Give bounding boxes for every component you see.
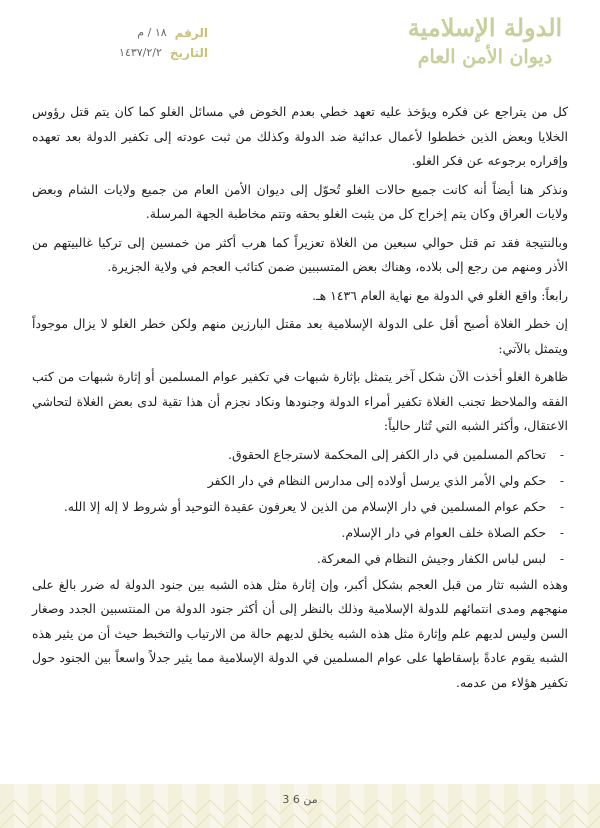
logo-line-office: ديوان الأمن العام	[417, 46, 553, 68]
footer-ornament	[0, 784, 600, 828]
page-number: 3 من 6	[282, 793, 318, 806]
paragraph-1: كل من يتراجع عن فكره ويؤخذ عليه تعهد خطي بعدم الخوض في مسائل الغلو كما كان يتم قتل رؤوس الخلايا وبعض الذين خططوا لأعمال عدائية ضد الدولة وكذلك من ثبت عودته إلى تكفير الدولة بعد تعهده وإقراره برجوعه عن فكر الغلو.	[32, 104, 568, 168]
paragraph-3: وبالنتيجة فقد تم قتل حوالي سبعين من الغلاة تعزيراً كما هرب أكثر من خمسين إلى تركيا غالبيتهم من الأذر ومنهم من رجع إلى بلاده، وهناك بعض المتسببين ضمن كتائب العجم في ولاية الجزيرة.	[32, 234, 568, 274]
date-value: ١٤٣٧/٢/٢	[119, 46, 162, 59]
reference-block	[78, 26, 208, 66]
section-heading: رابعاً: واقع الغلو في الدولة مع نهاية العام ١٤٣٦ هـ.	[312, 287, 568, 303]
logo-line-state: الدولة الإسلامية	[407, 13, 563, 42]
list-item: - حكم الصلاة خلف العوام في دار الإسلام.	[32, 521, 550, 545]
list-item: - تحاكم المسلمين في دار الكفر إلى المحكمة لاسترجاع الحقوق.	[32, 443, 550, 467]
ornament-pattern	[0, 784, 600, 828]
bullet-list	[32, 443, 568, 571]
number-value: ١٨ / م	[137, 26, 167, 39]
calligraphy-logo	[405, 12, 565, 82]
document-body	[32, 100, 568, 699]
date-label: التاريخ	[169, 46, 208, 60]
letterhead	[0, 0, 600, 95]
number-row	[78, 26, 208, 40]
date-row	[78, 46, 208, 60]
paragraph-6: ظاهرة الغلو أخذت الآن شكل آخر يتمثل بإثارة شبهات في تكفير عوام المسلمين أو إثارة شبهات من كتب الفقه والملاحظ تجنب الغلاة تكفير أمراء الدولة وجنودها ونكاد نجزم أن هذا تقية لدى بعض الغلاة لتحاشي الاعتقال، وأكثر الشبه التي تُثار حالياً:	[32, 369, 568, 433]
list-item: - حكم عوام المسلمين في دار الإسلام من الذين لا يعرفون عقيدة التوحيد أو شروط لا إله إلا الله.	[32, 495, 550, 519]
number-label: الرقم	[174, 26, 208, 40]
paragraph-2: ونذكر هنا أيضاً أنه كانت جميع حالات الغلو تُحوّل إلى ديوان الأمن العام من جميع ولايات الشام وبعض ولايات العراق وكان يتم إخراج كل من يثبت الغلو بحقه وتتم مخاطبة الجهة المرسلة.	[32, 181, 568, 221]
paragraph-5: إن خطر الغلاة أصبح أقل على الدولة الإسلامية بعد مقتل البارزين منهم ولكن خطر الغلو لا يزال موجوداً ويتمثل بالآتي:	[32, 316, 568, 356]
list-item: - حكم ولي الأمر الذي يرسل أولاده إلى مدارس النظام في دار الكفر	[32, 469, 550, 493]
paragraph-7: وهذه الشبه تثار من قبل العجم بشكل أكبر، وإن إثارة مثل هذه الشبه بين جنود الدولة له ضرر بالغ على منهجهم ومدى انتمائهم للدولة الإسلامية وذلك بالنظر إلى أن أكثر جنود الدولة من المنتسبين الجدد وصغار السن وليس لديهم علم وإثارة مثل هذه الشبه يخلق لديهم حالة من الارتياب والتخبط حيث أن من يثير هذه الشبه يقوم عادةً بإسقاطها على عوام المسلمين في الدولة الإسلامية مما يثير جدلاً واسعاً بين الجنود حول تكفير هؤلاء من عدمه.	[32, 576, 568, 690]
list-item: - لبس لباس الكفار وجيش النظام في المعركة.	[32, 547, 550, 571]
